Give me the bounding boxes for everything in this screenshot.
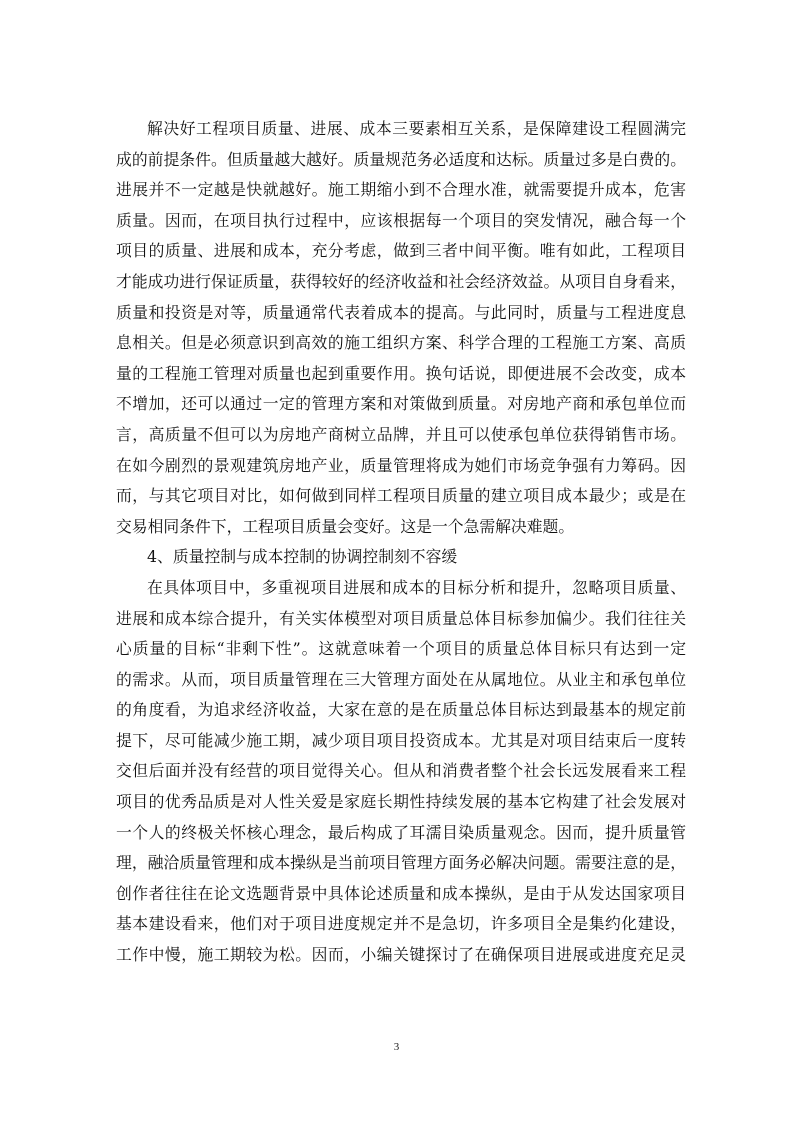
text-line: 理，融洽质量管理和成本操纵是当前项目管理方面务必解决问题。需要注意的是， (116, 853, 686, 873)
text-line: 提下，尽可能减少施工期，减少项目项目投资成本。尤其是对项目结束后一度转 (116, 730, 686, 750)
text-line: 息相关。但是必须意识到高效的施工组织方案、科学合理的工程施工方案、高质 (116, 333, 686, 353)
text-line: 不增加，还可以通过一定的管理方案和对策做到质量。对房地产商和承包单位而 (116, 394, 686, 414)
text-line: 基本建设看来，他们对于项目进度规定并不是急切，许多项目全是集约化建设， (116, 914, 686, 934)
text-line: 项目的质量、进展和成本，充分考虑，做到三者中间平衡。唯有如此，工程项目 (116, 241, 686, 261)
text-line: 而，与其它项目对比，如何做到同样工程项目质量的建立项目成本最少；或是在 (116, 486, 686, 506)
text-line: 才能成功进行保证质量，获得较好的经济收益和社会经济效益。从项目自身看来， (116, 271, 686, 291)
text-line: 交易相同条件下，工程项目质量会变好。这是一个急需解决难题。 (116, 516, 575, 536)
text-line: 质量。因而，在项目执行过程中，应该根据每一个项目的突发情况，融合每一个 (116, 210, 686, 230)
body-text (116, 114, 686, 971)
text-line: 解决好工程项目质量、进展、成本三要素相互关系，是保障建设工程圆满完 (147, 119, 686, 138)
page-number: 3 (393, 1041, 400, 1053)
text-line: 质量和投资是对等，质量通常代表着成本的提高。与此同时，质量与工程进度息 (116, 302, 686, 322)
text-line: 言，高质量不但可以为房地产商树立品牌，并且可以使承包单位获得销售市场。 (116, 424, 686, 444)
text-line: 在具体项目中，多重视项目进展和成本的目标分析和提升，忽略项目质量、 (147, 577, 686, 597)
text-line: 项目的优秀品质是对人性关爱是家庭长期性持续发展的基本它构建了社会发展对 (116, 792, 686, 812)
text-line: 心质量的目标“非剩下性”。这就意味着一个项目的质量总体目标只有达到一定 (116, 639, 686, 659)
section-heading: 4、质量控制与成本控制的协调控制刻不容缓 (147, 547, 458, 567)
text-line: 进展和成本综合提升，有关实体模型对项目质量总体目标参加偏少。我们往往关 (116, 608, 686, 628)
text-line: 交但后面并没有经营的项目觉得关心。但从和消费者整个社会长远发展看来工程 (116, 761, 686, 781)
text-line: 工作中慢，施工期较为松。因而，小编关键探讨了在确保项目进展或进度充足灵 (116, 945, 686, 965)
text-line: 一个人的终极关怀核心理念，最后构成了耳濡目染质量观念。因而，提升质量管 (116, 822, 686, 842)
text-line: 的需求。从而，项目质量管理在三大管理方面处在从属地位。从业主和承包单位 (116, 669, 686, 689)
text-line: 的角度看，为追求经济收益，大家在意的是在质量总体目标达到最基本的规定前 (116, 700, 686, 720)
text-line: 成的前提条件。但质量越大越好。质量规范务必适度和达标。质量过多是白费的。 (116, 149, 686, 169)
text-line: 量的工程施工管理对质量也起到重要作用。换句话说，即便进展不会改变，成本 (116, 363, 686, 383)
text-line: 在如今剧烈的景观建筑房地产业，质量管理将成为她们市场竞争强有力筹码。因 (116, 455, 686, 475)
text-line: 进展并不一定越是快就越好。施工期缩小到不合理水准，就需要提升成本，危害 (116, 180, 686, 200)
text-line: 创作者往往在论文选题背景中具体论述质量和成本操纵，是由于从发达国家项目 (116, 883, 686, 903)
